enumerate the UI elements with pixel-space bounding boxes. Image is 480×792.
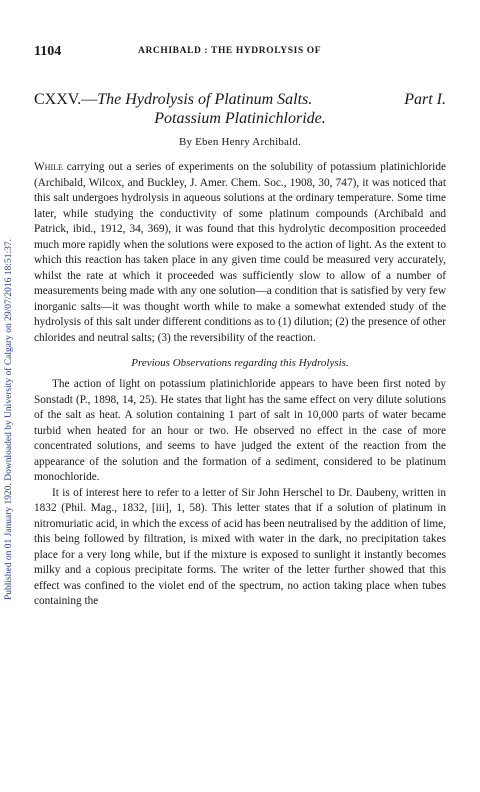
byline: By Eben Henry Archibald. bbox=[178, 136, 302, 148]
article-body bbox=[34, 90, 446, 610]
section-heading: Previous Observations regarding this Hydrolysis. bbox=[131, 357, 349, 369]
article-subtitle: Potassium Platinichloride. bbox=[154, 110, 326, 127]
page-header bbox=[34, 44, 444, 60]
article-title bbox=[34, 90, 446, 109]
intro-text: carrying out a series of experiments on the solubility of potassium platinichloride (Archibald, Wilcox, and Buckley, J. Amer. Chem. Soc., 1908, 30, 747), it was noticed that this salt undergoes hydrolysis in aqueous solutions at the ordinary temperature. Some time later, while studying the conductivity of some platinum compounds (Archibald and Patrick, ibid., 1912, 34, 369), it was found that this hydrolytic decomposition proceeded much more rapidly when the solutions were exposed to the action of light. As the extent to which this reaction has taken place in any given time could be measured very accurately, whilst the rate at which it proceeded was sufficiently slow to allow of a number of measurements being made with any one solution—a condition that is satisfied by very few inorganic salts—it was thought worth while to make a somewhat extended study of the hydrolysis of this salt under different conditions as to (1) dilution; (2) the presence of other chlorides and neutral salts; (3) the reversibility of the reaction. bbox=[34, 161, 446, 344]
page-number: 1104 bbox=[34, 44, 62, 59]
publication-watermark: Published on 01 January 1920. Downloaded by University of Calgary on 29/07/2016 18:51:37. bbox=[4, 239, 14, 600]
intro-paragraph bbox=[34, 160, 446, 346]
lead-word: While bbox=[34, 161, 63, 173]
running-head: ARCHIBALD : THE HYDROLYSIS OF bbox=[138, 46, 322, 56]
title-part: Part I. bbox=[404, 91, 446, 108]
section-paragraph-1: The action of light on potassium platinichloride appears to have been first noted by Sonstadt (P., 1898, 14, 25). He states that light has the same effect on very dilute solutions of the salt as heat. A solution containing 1 part of salt in 10,000 parts of water became turbid when heated for an hour or two. He observed no effect in the case of more concentrated solutions, and seems to have judged the extent of the reaction from the appearance of the solution and the formation of a sediment, considered to be platinum monochloride. bbox=[34, 378, 446, 483]
article-number: CXXV.— bbox=[34, 91, 98, 108]
title-main: The Hydrolysis of Platinum Salts. bbox=[97, 91, 313, 108]
section-paragraph-2: It is of interest here to refer to a letter of Sir John Herschel to Dr. Daubeny, written in 1832 (Phil. Mag., 1832, [iii], 1, 58). This letter states that if a solution of platinum in nitromuriatic acid, in which the excess of acid has been neutralised by the addition of lime, this being followed by filtration, is mixed with water in the dark, no precipitation takes place for a very long while, but if the mixture is exposed to sunlight it instantly becomes milky and a copious precipitate forms. The writer of the letter further showed that this effect was confined to the violet end of the spectrum, no action taking place when tubes containing the bbox=[34, 486, 446, 607]
